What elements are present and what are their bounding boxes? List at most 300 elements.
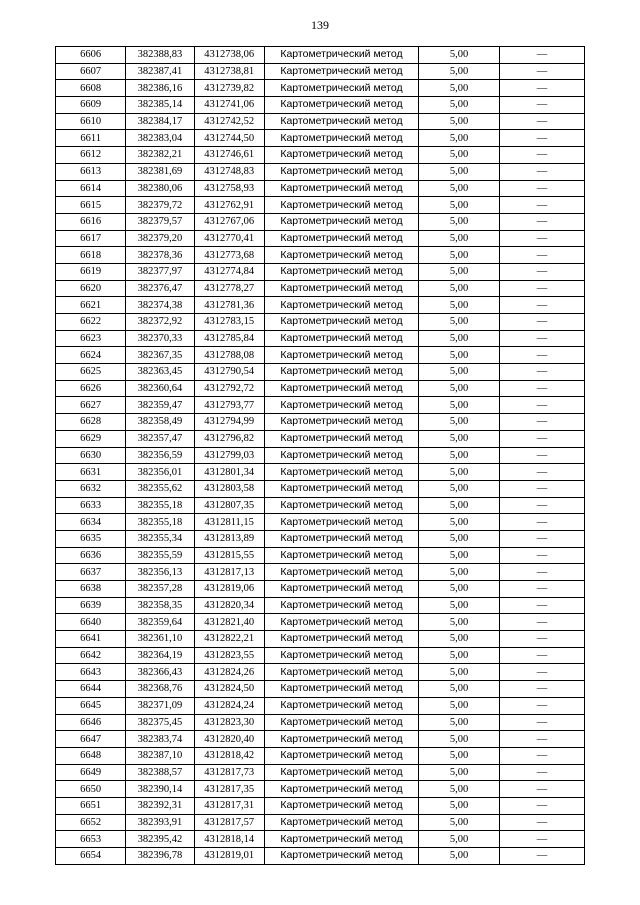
x-coordinate-cell: 382355,62 [126,480,194,497]
error-cell: 5,00 [419,130,500,147]
description-cell: — [499,514,584,531]
y-coordinate-cell: 4312815,55 [194,547,264,564]
description-cell: — [499,130,584,147]
method-cell: Картометрический метод [264,664,418,681]
method-cell: Картометрический метод [264,447,418,464]
x-coordinate-cell: 382356,13 [126,564,194,581]
point-number-cell: 6615 [56,197,126,214]
y-coordinate-cell: 4312738,06 [194,47,264,64]
method-cell: Картометрический метод [264,397,418,414]
x-coordinate-cell: 382359,64 [126,614,194,631]
point-number-cell: 6610 [56,113,126,130]
point-number-cell: 6637 [56,564,126,581]
method-cell: Картометрический метод [264,113,418,130]
table-row [56,80,585,97]
y-coordinate-cell: 4312819,06 [194,581,264,598]
table-row [56,364,585,381]
description-cell: — [499,731,584,748]
description-cell: — [499,47,584,64]
y-coordinate-cell: 4312773,68 [194,247,264,264]
error-cell: 5,00 [419,230,500,247]
error-cell: 5,00 [419,814,500,831]
description-cell: — [499,247,584,264]
description-cell: — [499,781,584,798]
y-coordinate-cell: 4312788,08 [194,347,264,364]
table-row [56,347,585,364]
y-coordinate-cell: 4312821,40 [194,614,264,631]
table-row [56,714,585,731]
description-cell: — [499,230,584,247]
method-cell: Картометрический метод [264,97,418,114]
error-cell: 5,00 [419,347,500,364]
y-coordinate-cell: 4312767,06 [194,213,264,230]
description-cell: — [499,464,584,481]
y-coordinate-cell: 4312778,27 [194,280,264,297]
table-row [56,514,585,531]
method-cell: Картометрический метод [264,797,418,814]
method-cell: Картометрический метод [264,681,418,698]
x-coordinate-cell: 382368,76 [126,681,194,698]
point-number-cell: 6623 [56,330,126,347]
point-number-cell: 6631 [56,464,126,481]
y-coordinate-cell: 4312796,82 [194,430,264,447]
x-coordinate-cell: 382356,59 [126,447,194,464]
method-cell: Картометрический метод [264,614,418,631]
x-coordinate-cell: 382377,97 [126,263,194,280]
method-cell: Картометрический метод [264,731,418,748]
x-coordinate-cell: 382376,47 [126,280,194,297]
method-cell: Картометрический метод [264,213,418,230]
table-row [56,814,585,831]
y-coordinate-cell: 4312820,34 [194,597,264,614]
error-cell: 5,00 [419,647,500,664]
table-row [56,147,585,164]
y-coordinate-cell: 4312824,50 [194,681,264,698]
point-number-cell: 6640 [56,614,126,631]
y-coordinate-cell: 4312824,24 [194,697,264,714]
x-coordinate-cell: 382372,92 [126,314,194,331]
description-cell: — [499,430,584,447]
method-cell: Картометрический метод [264,564,418,581]
error-cell: 5,00 [419,113,500,130]
table-row [56,664,585,681]
point-number-cell: 6639 [56,597,126,614]
point-number-cell: 6647 [56,731,126,748]
table-row [56,314,585,331]
error-cell: 5,00 [419,497,500,514]
description-cell: — [499,197,584,214]
method-cell: Картометрический метод [264,848,418,865]
table-row [56,230,585,247]
x-coordinate-cell: 382361,10 [126,631,194,648]
error-cell: 5,00 [419,280,500,297]
table-row [56,697,585,714]
x-coordinate-cell: 382355,18 [126,514,194,531]
x-coordinate-cell: 382357,28 [126,581,194,598]
description-cell: — [499,764,584,781]
point-number-cell: 6626 [56,380,126,397]
description-cell: — [499,113,584,130]
error-cell: 5,00 [419,247,500,264]
table-row [56,581,585,598]
method-cell: Картометрический метод [264,314,418,331]
y-coordinate-cell: 4312748,83 [194,163,264,180]
x-coordinate-cell: 382358,35 [126,597,194,614]
error-cell: 5,00 [419,848,500,865]
error-cell: 5,00 [419,564,500,581]
y-coordinate-cell: 4312818,14 [194,831,264,848]
x-coordinate-cell: 382359,47 [126,397,194,414]
method-cell: Картометрический метод [264,514,418,531]
error-cell: 5,00 [419,414,500,431]
description-cell: — [499,714,584,731]
point-number-cell: 6648 [56,747,126,764]
x-coordinate-cell: 382392,31 [126,797,194,814]
error-cell: 5,00 [419,330,500,347]
description-cell: — [499,797,584,814]
table-row [56,547,585,564]
table-row [56,47,585,64]
point-number-cell: 6612 [56,147,126,164]
error-cell: 5,00 [419,163,500,180]
x-coordinate-cell: 382383,74 [126,731,194,748]
table-row [56,97,585,114]
description-cell: — [499,581,584,598]
x-coordinate-cell: 382378,36 [126,247,194,264]
point-number-cell: 6630 [56,447,126,464]
table-row [56,247,585,264]
description-cell: — [499,397,584,414]
table-row [56,614,585,631]
method-cell: Картометрический метод [264,781,418,798]
method-cell: Картометрический метод [264,581,418,598]
point-number-cell: 6607 [56,63,126,80]
description-cell: — [499,480,584,497]
error-cell: 5,00 [419,480,500,497]
description-cell: — [499,263,584,280]
error-cell: 5,00 [419,631,500,648]
point-number-cell: 6622 [56,314,126,331]
y-coordinate-cell: 4312813,89 [194,530,264,547]
method-cell: Картометрический метод [264,480,418,497]
description-cell: — [499,180,584,197]
y-coordinate-cell: 4312799,03 [194,447,264,464]
point-number-cell: 6654 [56,848,126,865]
point-number-cell: 6635 [56,530,126,547]
description-cell: — [499,848,584,865]
point-number-cell: 6646 [56,714,126,731]
x-coordinate-cell: 382357,47 [126,430,194,447]
description-cell: — [499,380,584,397]
table-row [56,831,585,848]
table-row [56,530,585,547]
y-coordinate-cell: 4312817,35 [194,781,264,798]
description-cell: — [499,347,584,364]
description-cell: — [499,213,584,230]
x-coordinate-cell: 382363,45 [126,364,194,381]
error-cell: 5,00 [419,530,500,547]
point-number-cell: 6618 [56,247,126,264]
error-cell: 5,00 [419,447,500,464]
x-coordinate-cell: 382383,04 [126,130,194,147]
description-cell: — [499,163,584,180]
x-coordinate-cell: 382385,14 [126,97,194,114]
point-number-cell: 6644 [56,681,126,698]
x-coordinate-cell: 382379,20 [126,230,194,247]
description-cell: — [499,447,584,464]
x-coordinate-cell: 382382,21 [126,147,194,164]
point-number-cell: 6625 [56,364,126,381]
method-cell: Картометрический метод [264,230,418,247]
table-row [56,848,585,865]
x-coordinate-cell: 382356,01 [126,464,194,481]
table-row [56,297,585,314]
table-row [56,764,585,781]
x-coordinate-cell: 382396,78 [126,848,194,865]
error-cell: 5,00 [419,364,500,381]
x-coordinate-cell: 382358,49 [126,414,194,431]
method-cell: Картометрический метод [264,547,418,564]
point-number-cell: 6613 [56,163,126,180]
description-cell: — [499,414,584,431]
description-cell: — [499,530,584,547]
x-coordinate-cell: 382374,38 [126,297,194,314]
y-coordinate-cell: 4312824,26 [194,664,264,681]
error-cell: 5,00 [419,831,500,848]
x-coordinate-cell: 382360,64 [126,380,194,397]
method-cell: Картометрический метод [264,247,418,264]
y-coordinate-cell: 4312758,93 [194,180,264,197]
y-coordinate-cell: 4312811,15 [194,514,264,531]
error-cell: 5,00 [419,213,500,230]
y-coordinate-cell: 4312770,41 [194,230,264,247]
point-number-cell: 6651 [56,797,126,814]
point-number-cell: 6606 [56,47,126,64]
y-coordinate-cell: 4312785,84 [194,330,264,347]
error-cell: 5,00 [419,263,500,280]
table-row [56,430,585,447]
table-row [56,797,585,814]
error-cell: 5,00 [419,297,500,314]
description-cell: — [499,280,584,297]
table-row [56,414,585,431]
error-cell: 5,00 [419,747,500,764]
point-number-cell: 6633 [56,497,126,514]
table-row [56,197,585,214]
method-cell: Картометрический метод [264,63,418,80]
table-row [56,564,585,581]
table-row [56,597,585,614]
description-cell: — [499,80,584,97]
point-number-cell: 6632 [56,480,126,497]
description-cell: — [499,647,584,664]
x-coordinate-cell: 382388,83 [126,47,194,64]
method-cell: Картометрический метод [264,297,418,314]
error-cell: 5,00 [419,380,500,397]
table-row [56,447,585,464]
x-coordinate-cell: 382390,14 [126,781,194,798]
y-coordinate-cell: 4312817,13 [194,564,264,581]
y-coordinate-cell: 4312742,52 [194,113,264,130]
y-coordinate-cell: 4312817,73 [194,764,264,781]
table-row [56,747,585,764]
point-number-cell: 6642 [56,647,126,664]
method-cell: Картометрический метод [264,714,418,731]
table-row [56,731,585,748]
table-row [56,330,585,347]
y-coordinate-cell: 4312781,36 [194,297,264,314]
table-row [56,464,585,481]
method-cell: Картометрический метод [264,631,418,648]
method-cell: Картометрический метод [264,263,418,280]
point-number-cell: 6620 [56,280,126,297]
error-cell: 5,00 [419,714,500,731]
description-cell: — [499,631,584,648]
error-cell: 5,00 [419,97,500,114]
description-cell: — [499,681,584,698]
description-cell: — [499,547,584,564]
error-cell: 5,00 [419,764,500,781]
y-coordinate-cell: 4312807,35 [194,497,264,514]
point-number-cell: 6616 [56,213,126,230]
table-row [56,113,585,130]
method-cell: Картометрический метод [264,697,418,714]
x-coordinate-cell: 382387,10 [126,747,194,764]
y-coordinate-cell: 4312741,06 [194,97,264,114]
error-cell: 5,00 [419,781,500,798]
method-cell: Картометрический метод [264,530,418,547]
y-coordinate-cell: 4312739,82 [194,80,264,97]
point-number-cell: 6638 [56,581,126,598]
description-cell: — [499,831,584,848]
description-cell: — [499,97,584,114]
x-coordinate-cell: 382387,41 [126,63,194,80]
table-row [56,180,585,197]
table-row [56,163,585,180]
point-number-cell: 6643 [56,664,126,681]
table-row [56,213,585,230]
y-coordinate-cell: 4312744,50 [194,130,264,147]
method-cell: Картометрический метод [264,364,418,381]
error-cell: 5,00 [419,430,500,447]
table-row [56,681,585,698]
point-number-cell: 6611 [56,130,126,147]
description-cell: — [499,614,584,631]
coordinates-table [55,46,585,865]
method-cell: Картометрический метод [264,147,418,164]
point-number-cell: 6614 [56,180,126,197]
y-coordinate-cell: 4312774,84 [194,263,264,280]
point-number-cell: 6645 [56,697,126,714]
x-coordinate-cell: 382384,17 [126,113,194,130]
point-number-cell: 6617 [56,230,126,247]
method-cell: Картометрический метод [264,180,418,197]
method-cell: Картометрический метод [264,831,418,848]
description-cell: — [499,497,584,514]
point-number-cell: 6621 [56,297,126,314]
y-coordinate-cell: 4312746,61 [194,147,264,164]
y-coordinate-cell: 4312793,77 [194,397,264,414]
point-number-cell: 6649 [56,764,126,781]
error-cell: 5,00 [419,731,500,748]
error-cell: 5,00 [419,47,500,64]
description-cell: — [499,747,584,764]
y-coordinate-cell: 4312823,30 [194,714,264,731]
table-row [56,480,585,497]
method-cell: Картометрический метод [264,597,418,614]
point-number-cell: 6628 [56,414,126,431]
table-row [56,631,585,648]
method-cell: Картометрический метод [264,747,418,764]
y-coordinate-cell: 4312820,40 [194,731,264,748]
x-coordinate-cell: 382381,69 [126,163,194,180]
table-row [56,781,585,798]
y-coordinate-cell: 4312819,01 [194,848,264,865]
x-coordinate-cell: 382380,06 [126,180,194,197]
y-coordinate-cell: 4312822,21 [194,631,264,648]
description-cell: — [499,63,584,80]
error-cell: 5,00 [419,597,500,614]
x-coordinate-cell: 382379,57 [126,213,194,230]
description-cell: — [499,147,584,164]
y-coordinate-cell: 4312823,55 [194,647,264,664]
error-cell: 5,00 [419,397,500,414]
error-cell: 5,00 [419,797,500,814]
description-cell: — [499,597,584,614]
method-cell: Картометрический метод [264,130,418,147]
y-coordinate-cell: 4312792,72 [194,380,264,397]
error-cell: 5,00 [419,464,500,481]
method-cell: Картометрический метод [264,764,418,781]
x-coordinate-cell: 382395,42 [126,831,194,848]
error-cell: 5,00 [419,314,500,331]
y-coordinate-cell: 4312783,15 [194,314,264,331]
description-cell: — [499,314,584,331]
error-cell: 5,00 [419,681,500,698]
table-row [56,380,585,397]
error-cell: 5,00 [419,664,500,681]
error-cell: 5,00 [419,697,500,714]
method-cell: Картометрический метод [264,347,418,364]
table-row [56,397,585,414]
point-number-cell: 6641 [56,631,126,648]
description-cell: — [499,364,584,381]
method-cell: Картометрический метод [264,197,418,214]
method-cell: Картометрический метод [264,47,418,64]
y-coordinate-cell: 4312803,58 [194,480,264,497]
point-number-cell: 6624 [56,347,126,364]
x-coordinate-cell: 382355,18 [126,497,194,514]
method-cell: Картометрический метод [264,814,418,831]
table-row [56,63,585,80]
method-cell: Картометрический метод [264,497,418,514]
y-coordinate-cell: 4312762,91 [194,197,264,214]
description-cell: — [499,564,584,581]
description-cell: — [499,664,584,681]
y-coordinate-cell: 4312817,57 [194,814,264,831]
method-cell: Картометрический метод [264,380,418,397]
error-cell: 5,00 [419,63,500,80]
x-coordinate-cell: 382355,59 [126,547,194,564]
point-number-cell: 6653 [56,831,126,848]
point-number-cell: 6652 [56,814,126,831]
y-coordinate-cell: 4312794,99 [194,414,264,431]
point-number-cell: 6608 [56,80,126,97]
x-coordinate-cell: 382371,09 [126,697,194,714]
x-coordinate-cell: 382355,34 [126,530,194,547]
y-coordinate-cell: 4312801,34 [194,464,264,481]
page-number: 139 [311,18,329,32]
